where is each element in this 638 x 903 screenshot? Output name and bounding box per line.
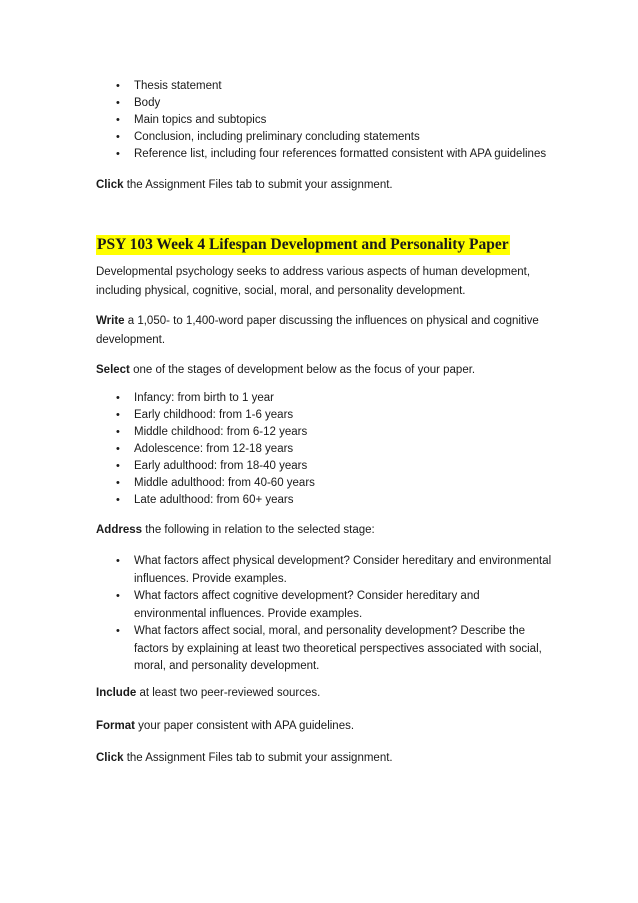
bullet-icon: •	[116, 555, 120, 567]
bullet-icon: •	[116, 477, 120, 489]
stages-list	[0, 390, 638, 509]
list-item: • Middle childhood: from 6-12 years	[0, 424, 638, 441]
list-item: • Early adulthood: from 18-40 years	[0, 458, 638, 475]
list-item: • Early childhood: from 1-6 years	[0, 407, 638, 424]
format-instruction: Format your paper consistent with APA guidelines.	[96, 720, 355, 732]
bullet-icon: •	[116, 131, 120, 143]
write-instruction: Write a 1,050- to 1,400-word paper discussing the influences on physical and cognitive development.	[96, 315, 539, 346]
list-item: • Conclusion, including preliminary concluding statements	[0, 129, 638, 146]
bullet-icon: •	[116, 148, 120, 160]
bullet-icon: •	[116, 426, 120, 438]
include-instruction: Include at least two peer-reviewed sources.	[96, 687, 321, 699]
section-heading: PSY 103 Week 4 Lifespan Development and Personality Paper	[97, 236, 509, 253]
bullet-icon: •	[116, 590, 120, 602]
intro-paragraph: Developmental psychology seeks to address various aspects of human development, including physical, cognitive, social, moral, and personality development.	[96, 266, 531, 297]
list-item: • Body	[0, 95, 638, 112]
bullet-icon: •	[116, 80, 120, 92]
click-instruction: Click the Assignment Files tab to submit your assignment.	[96, 752, 393, 764]
bullet-icon: •	[116, 443, 120, 455]
bullet-icon: •	[116, 494, 120, 506]
requirements-list	[0, 78, 638, 163]
bullet-icon: •	[116, 114, 120, 126]
list-item: • Middle adulthood: from 40-60 years	[0, 475, 638, 492]
bullet-icon: •	[116, 460, 120, 472]
list-item: • What factors affect social, moral, and personality development? Describe the factors by explaining at least two theoretical perspectives associated with social, moral, and personality development.	[116, 625, 542, 672]
list-item: • Main topics and subtopics	[0, 112, 638, 129]
list-item: • Infancy: from birth to 1 year	[0, 390, 638, 407]
list-item: • Thesis statement	[0, 78, 638, 95]
list-item: • Adolescence: from 12-18 years	[0, 441, 638, 458]
list-item: • What factors affect physical development? Consider hereditary and environmental influences. Provide examples.	[116, 555, 552, 585]
click-instruction: Click the Assignment Files tab to submit your assignment.	[96, 179, 393, 191]
bullet-icon: •	[116, 625, 120, 637]
bullet-icon: •	[116, 409, 120, 421]
select-instruction: Select one of the stages of development below as the focus of your paper.	[96, 364, 476, 376]
bullet-icon: •	[116, 392, 120, 404]
list-item: • Reference list, including four references formatted consistent with APA guidelines	[0, 146, 638, 163]
address-instruction: Address the following in relation to the selected stage:	[96, 524, 375, 536]
list-item: • What factors affect cognitive development? Consider hereditary and environmental influences. Provide examples.	[116, 590, 480, 620]
bullet-icon: •	[116, 97, 120, 109]
questions-list	[0, 553, 638, 676]
list-item: • Late adulthood: from 60+ years	[0, 492, 638, 509]
